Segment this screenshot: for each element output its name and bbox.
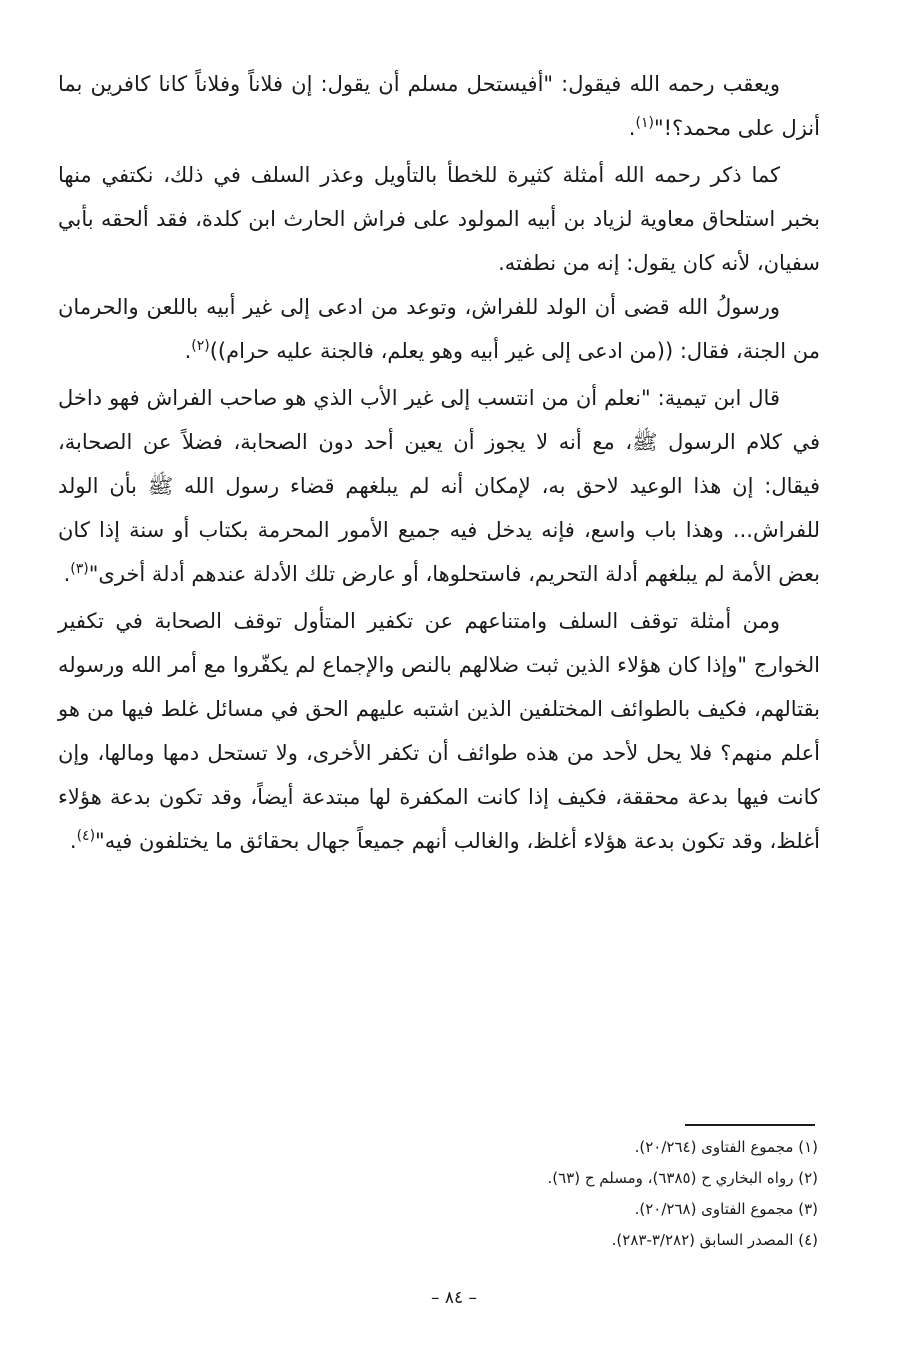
footnote-1: (١) مجموع الفتاوى (٢٠/٢٦٤).: [634, 1138, 818, 1156]
paragraph-text: ويعقب رحمه الله فيقول: "أفيستحل مسلم أن يقول: إن فلاناً وفلاناً كانا كافرين بما أنزل على محمد؟!": [58, 72, 820, 140]
paragraph-5: ومن أمثلة توقف السلف وامتناعهم عن تكفير المتأول توقف الصحابة في تكفير الخوارج "وإذا كان هؤلاء الذين ثبت ضلالهم بالنص والإجماع لم يكفّروا مع أمر الله ورسوله بقتالهم، فكيف بالطوائف المختلفين الذين اشتبه عليهم الحق في مسائل غلط فيها من هو أعلم منهم؟ فلا يحل لأحد من هذه طوائف أن تكفر الأخرى، ولا تستحل دمها ومالها، وإن كانت فيها بدعة محققة، فكيف إذا كانت المكفرة لها مبتدعة أيضاً، وقد تكون بدعة هؤلاء أغلظ، وقد تكون بدعة هؤلاء أغلظ، والغالب أنهم جميعاً جهال بحقائق ما يختلفون فيه"$^{(٤)}$.: [58, 609, 820, 853]
paragraph-1: ويعقب رحمه الله فيقول: "أفيستحل مسلم أن يقول: إن فلاناً وفلاناً كانا كافرين بما أنزل على محمد؟!"$^{(١)}$.: [58, 72, 820, 140]
paragraph-text: قال ابن تيمية: "نعلم أن من انتسب إلى غير الأب الذي هو صاحب الفراش فهو داخل في كلام الرسول ﷺ، مع أنه لا يجوز أن يعين أحد دون الصحابة، فضلاً عن الصحابة، فيقال: إن هذا الوعيد لاحق به، لإمكان أنه لم يبلغهم قضاء رسول الله ﷺ بأن الولد للفراش... وهذا باب واسع، فإنه يدخل فيه جميع الأمور المحرمة بكتاب أو سنة إذا كان بعض الأمة لم يبلغهم أدلة التحريم، فاستحلوها، أو عارض تلك الأدلة عندهم أدلة أخرى": [58, 386, 820, 586]
paragraph-text: كما ذكر رحمه الله أمثلة كثيرة للخطأ بالتأويل وعذر السلف في ذلك، نكتفي منها بخبر استلحاق معاوية لزياد بن أبيه المولود على فراش الحارث ابن كلدة، فقد ألحقه بأبي سفيان، لأنه كان يقول: إنه من نطفته.: [58, 163, 820, 275]
footnote-marker-2: (٢): [191, 338, 210, 354]
page-number: – ٨٤ –: [430, 1288, 478, 1308]
footnote-marker-1: (١): [635, 115, 654, 131]
footnote-4: (٤) المصدر السابق (٣/٢٨٢-٢٨٣).: [611, 1231, 818, 1249]
paragraph-text: ورسولُ الله قضى أن الولد للفراش، وتوعد من ادعى إلى غير أبيه باللعن والحرمان من الجنة، فقال: ((من ادعى إلى غير أبيه وهو يعلم، فالجنة عليه حرام)): [58, 295, 820, 363]
footnote-marker-3: (٣): [70, 561, 89, 577]
paragraph-4: قال ابن تيمية: "نعلم أن من انتسب إلى غير الأب الذي هو صاحب الفراش فهو داخل في كلام الرسول ﷺ، مع أنه لا يجوز أن يعين أحد دون الصحابة، فضلاً عن الصحابة، فيقال: إن هذا الوعيد لاحق به، لإمكان أنه لم يبلغهم قضاء رسول الله ﷺ بأن الولد للفراش... وهذا باب واسع، فإنه يدخل فيه جميع الأمور المحرمة بكتاب أو سنة إذا كان بعض الأمة لم يبلغهم أدلة التحريم، فاستحلوها، أو عارض تلك الأدلة عندهم أدلة أخرى"$^{(٣)}$.: [58, 386, 820, 586]
footnote-3: (٣) مجموع الفتاوى (٢٠/٢٦٨).: [634, 1200, 818, 1218]
paragraph-2: [58, 153, 820, 285]
paragraph-3: ورسولُ الله قضى أن الولد للفراش، وتوعد من ادعى إلى غير أبيه باللعن والحرمان من الجنة، فقال: ((من ادعى إلى غير أبيه وهو يعلم، فالجنة عليه حرام))$^{(٢)}$.: [58, 295, 820, 363]
paragraph-text: ومن أمثلة توقف السلف وامتناعهم عن تكفير المتأول توقف الصحابة في تكفير الخوارج "وإذا كان هؤلاء الذين ثبت ضلالهم بالنص والإجماع لم يكفّروا مع أمر الله ورسوله بقتالهم، فكيف بالطوائف المختلفين الذين اشتبه عليهم الحق في مسائل غلط فيها من هو أعلم منهم؟ فلا يحل لأحد من هذه طوائف أن تكفر الأخرى، ولا تستحل دمها ومالها، وإن كانت فيها بدعة محققة، فكيف إذا كانت المكفرة لها مبتدعة أيضاً، وقد تكون بدعة هؤلاء أغلظ، وقد تكون بدعة هؤلاء أغلظ، والغالب أنهم جميعاً جهال بحقائق ما يختلفون فيه": [58, 609, 820, 853]
footnote-divider: [685, 1124, 815, 1126]
footnote-2: (٢) رواه البخاري ح (٦٣٨٥)، ومسلم ح (٦٣).: [547, 1169, 818, 1187]
footnote-marker-4: (٤): [76, 828, 96, 844]
main-text: [58, 62, 820, 866]
footnotes: [300, 1132, 818, 1256]
